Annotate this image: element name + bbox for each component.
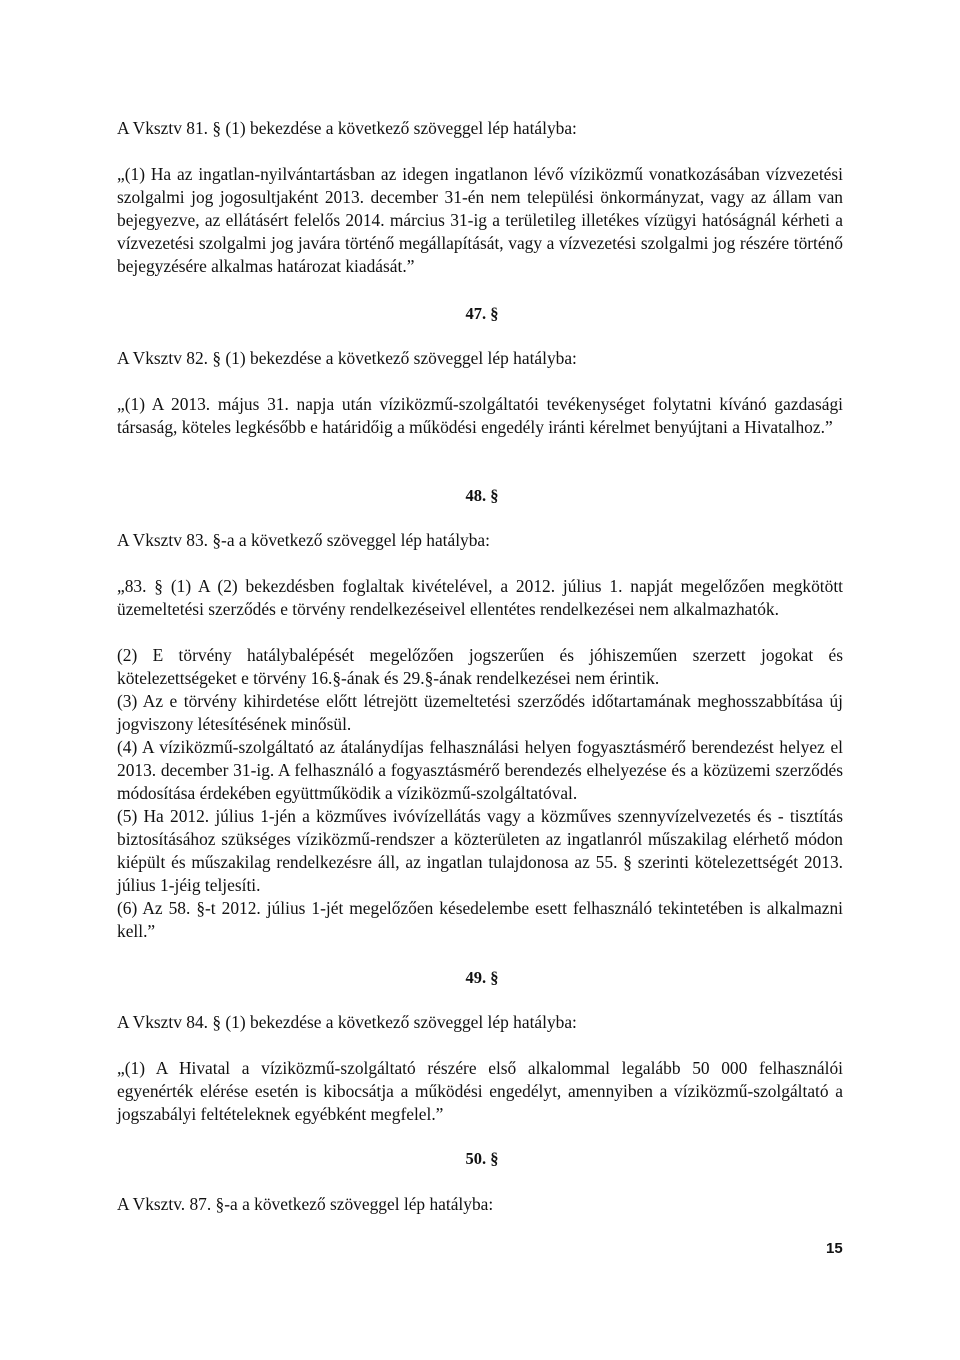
quote-83-paragraph-6: (6) Az 58. §-t 2012. július 1-jét megelőzően késedelembe esett felhasználó tekintetében is alkalmazni kell.”: [117, 898, 843, 941]
intro-81: A Vksztv 81. § (1) bekezdése a következő szöveggel lép hatályba:: [117, 118, 577, 138]
intro-87: A Vksztv. 87. §-a a következő szöveggel lép hatályba:: [117, 1194, 494, 1214]
intro-83: A Vksztv 83. §-a a következő szöveggel lép hatályba:: [117, 530, 490, 550]
quote-81: „(1) Ha az ingatlan-nyilvántartásban az idegen ingatlanon lévő víziközmű vonatkozásában vízvezetési szolgalmi jog jogosultjaként 2013. december 31-én nem települési önkormányzat, vagy az állam van bejegyezve, az ellátásért felelős 2014. március 31-ig a területileg illetékes vízügyi hatóságnál kérheti a vízvezetési szolgalmi jog javára történő megállapítását, vagy a vízvezetési szolgalmi jog részére történő bejegyzésére alkalmas határozat kiadását.”: [117, 164, 843, 276]
quote-83-paragraph-4: (4) A víziközmű-szolgáltató az átalánydíjas felhasználási helyen fogyasztásmérő berendezést helyez el 2013. december 31-ig. A felhasználó a fogyasztásmérő berendezés elhelyezése és a közüzemi szerződés módosítása érdekében együttműködik a víziközmű-szolgáltatóval.: [117, 737, 843, 803]
section-47-heading: 47. §: [465, 304, 499, 323]
section-48-heading: 48. §: [465, 486, 499, 505]
quote-83-paragraph-5: (5) Ha 2012. július 1-jén a közműves ivóvízellátás vagy a közműves szennyvízelvezetés és - tisztítás biztosításához szükséges víziközmű-rendszer a közterületen az ingatlanról műszakilag elérhető módon kiépült és műszakilag rendelkezésre áll, az ingatlan tulajdonosa az 55. § szerinti kötelezettségét 2013. július 1-jéig teljesíti.: [117, 806, 843, 895]
page-number: 15: [826, 1240, 843, 1257]
intro-84: A Vksztv 84. § (1) bekezdése a következő szöveggel lép hatályba:: [117, 1012, 577, 1032]
intro-82: A Vksztv 82. § (1) bekezdése a következő szöveggel lép hatályba:: [117, 348, 577, 368]
section-49-heading: 49. §: [465, 968, 499, 987]
quote-83-paragraph-2: (2) E törvény hatálybalépését megelőzően jogszerűen és jóhiszeműen szerzett jogokat és kötelezettségeket e törvény 16.§-ának és 29.§-ának rendelkezései nem érintik.: [117, 645, 843, 688]
quote-83-paragraph-1: „83. § (1) A (2) bekezdésben foglaltak kivételével, a 2012. július 1. napját megelőzően megkötött üzemeltetési szerződés e törvény rendelkezéseivel ellentétes rendelkezései nem alkalmazhatók.: [117, 576, 843, 619]
quote-82: „(1) A 2013. május 31. napja után víziközmű-szolgáltatói tevékenységet folytatni kívánó gazdasági társaság, köteles legkésőbb e határidőig a működési engedély iránti kérelmet benyújtani a Hivatalhoz.”: [117, 394, 843, 437]
quote-84: „(1) A Hivatal a víziközmű-szolgáltató részére első alkalommal legalább 50 000 felhasználói egyenérték elérése esetén is kibocsátja a működési engedélyt, amennyiben a víziközmű-szolgáltató a jogszabályi feltételeknek egyébként megfelel.”: [117, 1058, 843, 1124]
quote-83-paragraph-3: (3) Az e törvény kihirdetése előtt létrejött üzemeltetési szerződés időtartamának meghosszabbítása új jogviszony létesítésének minősül.: [117, 691, 843, 734]
section-50-heading: 50. §: [465, 1149, 499, 1168]
